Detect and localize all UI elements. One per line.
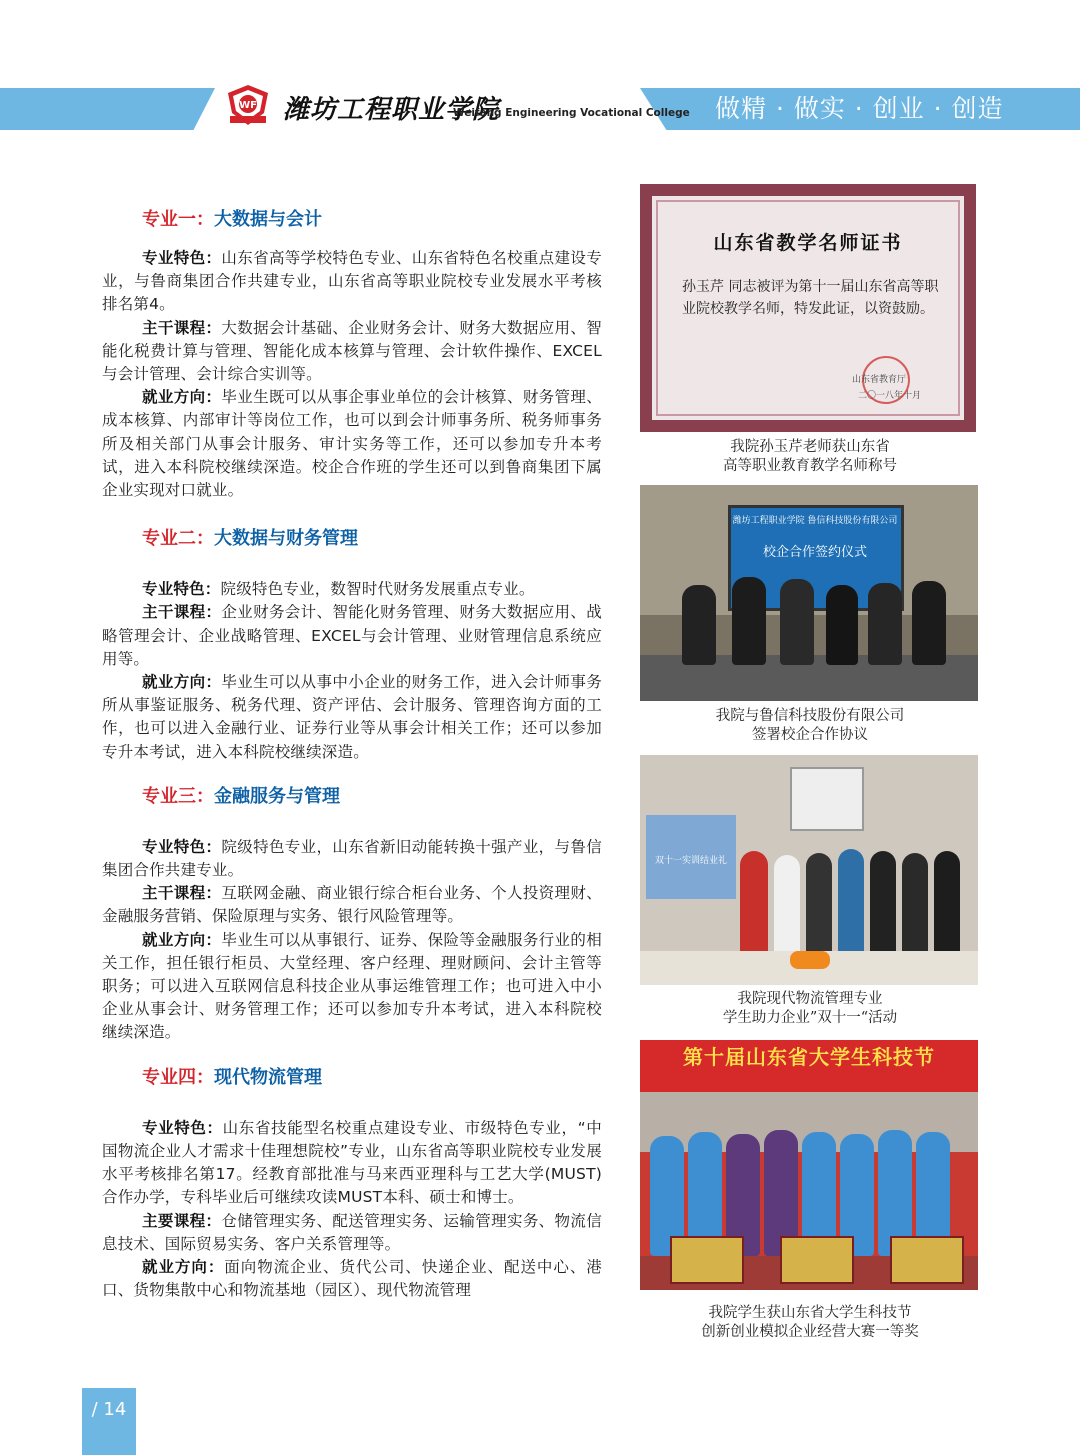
spacer [102,1045,602,1063]
person [934,851,960,959]
paragraph: 主干课程：大数据会计基础、企业财务会计、财务大数据应用、智能化税费计算与管理、智能化成本核算与管理、会计软件操作、EXCEL与会计管理、会计综合实训等。 [102,318,602,384]
person [732,577,766,665]
paragraph: 专业特色：院级特色专业，山东省新旧动能转换十强产业，与鲁信集团合作共建专业。 [102,837,602,880]
paragraph: 主要课程：仓储管理实务、配送管理实务、运输管理实务、物流信息技术、国际贸易实务、客户关系管理等。 [102,1211,602,1253]
certificate-board [670,1236,744,1284]
caption-2: 我院与鲁信科技股份有限公司 签署校企合作协议 [715,708,905,743]
certificate-date: 二〇一八年十月 [858,391,922,401]
person [902,853,928,959]
caption-4: 我院学生获山东省大学生科技节 创新创业模拟企业经营大赛一等奖 [701,1305,919,1340]
person [774,855,800,959]
certificate-title: 山东省教学名师证书 [713,232,903,254]
paragraph: 就业方向：毕业生可以从事中小企业的财务工作，进入会计师事务所从事鉴证服务、税务代理、资产评估、会计服务、管理咨询方面的工作，也可以进入金融行业、证券行业等从事会计相关工作；还可以参加专升本考试，进入本科院校继续深造。 [102,673,602,761]
caption-1: 我院孙玉芹老师获山东省 高等职业教育教学名师称号 [723,439,897,474]
paragraph: 专业特色：院级特色专业，数智时代财务发展重点专业。 [142,580,535,599]
person [740,851,768,961]
person [870,851,896,959]
paragraph: 就业方向：面向物流企业、货代公司、快递企业、配送中心、港口、货物集散中心和物流基地（园区）、现代物流管理 [102,1257,602,1300]
person [868,583,902,665]
certificate-issuer: 山东省教育厅 [852,375,907,385]
school-name-cn: 潍坊工程职业学院 [283,95,500,125]
section-2 [102,524,602,764]
svg-text:WF: WF [239,100,257,111]
school-name-en: Weifang Engineering Vocational College [453,107,690,119]
section-3 [102,782,602,1045]
header-slogan: 做精 · 做实 · 创业 · 创造 [715,94,1004,123]
section-1 [102,205,602,502]
section-title: 专业二：大数据与财务管理 [142,528,358,550]
screen-text-1: 潍坊工程职业学院 鲁信科技股份有限公司 [732,516,898,526]
person [838,849,864,959]
fruit [790,951,830,969]
festival-banner: 第十届山东省大学生科技节 [640,1040,978,1092]
certificate-image [640,184,976,432]
paragraph: 主干课程：企业财务会计、智能化财务管理、财务大数据应用、战略管理会计、企业战略管理、EXCEL与会计管理、业财管理信息系统应用等。 [102,603,602,668]
projector-screen [790,767,864,831]
double-eleven-photo [640,755,978,985]
person [806,853,832,959]
science-festival-photo [640,1040,978,1290]
screen-text-2: 校企合作签约仪式 [762,545,867,560]
person [912,581,946,665]
caption-3: 我院现代物流管理专业 学生助力企业”双十一“活动 [722,991,898,1026]
page-number: / 14 [82,1388,136,1455]
section-title: 专业四：现代物流管理 [142,1066,322,1088]
paragraph: 就业方向：毕业生可以从事银行、证券、保险等金融服务行业的相关工作，担任银行柜员、大堂经理、客户经理、理财顾问、会计主管等职务；可以进入互联网信息科技企业从事运维管理工作；也可进入中小企业从事会计、财务管理工作；还可以参加专升本考试，进入本科院校继续深造。 [102,930,602,1042]
section-title: 专业一：大数据与会计 [142,209,322,230]
paragraph: 专业特色：山东省高等学校特色专业、山东省特色名校重点建设专业，与鲁商集团合作共建专业，山东省高等职业院校专业发展水平考核排名第4。 [102,249,602,314]
school-logo-icon [224,83,272,127]
paragraph: 就业方向：毕业生既可以从事企事业单位的会计核算、财务管理、成本核算、内部审计等岗位工作，也可以到会计师事务所、税务师事务所及相关部门从事会计服务、审计实务等工作，还可以参加专升本考试，进入本科院校继续深造。校企合作班的学生还可以到鲁商集团下属企业实现对口就业。 [102,388,602,500]
spacer [102,764,602,782]
tv-text: 双十一实训结业礼 [654,856,727,866]
section-title: 专业三：金融服务与管理 [142,785,340,807]
paragraph: 专业特色：山东省技能型名校重点建设专业、市级特色专业，“中国物流企业人才需求十佳理想院校”专业，山东省高等职业院校专业发展水平考核排名第17。经教育部批准与马来西亚理科与工艺大学(MUST)合作办学，专科毕业后可继续攻读MUST本科、硕士和博士。 [102,1118,602,1207]
person [780,579,814,665]
text-column [102,205,602,1302]
section-4 [102,1063,602,1303]
signing-ceremony-photo [640,485,978,701]
spacer [102,502,602,524]
person [826,585,858,665]
certificate-board [780,1236,854,1284]
person [682,585,716,665]
certificate-body: 孙玉芹 同志被评为第十一届山东省高等职业院校教学名师，特发此证，以资鼓励。 [682,279,939,317]
certificate-board [890,1236,964,1284]
header-left-bar [0,88,215,130]
paragraph: 主干课程：互联网金融、商业银行综合柜台业务、个人投资理财、金融服务营销、保险原理与实务、银行风险管理等。 [102,884,602,926]
